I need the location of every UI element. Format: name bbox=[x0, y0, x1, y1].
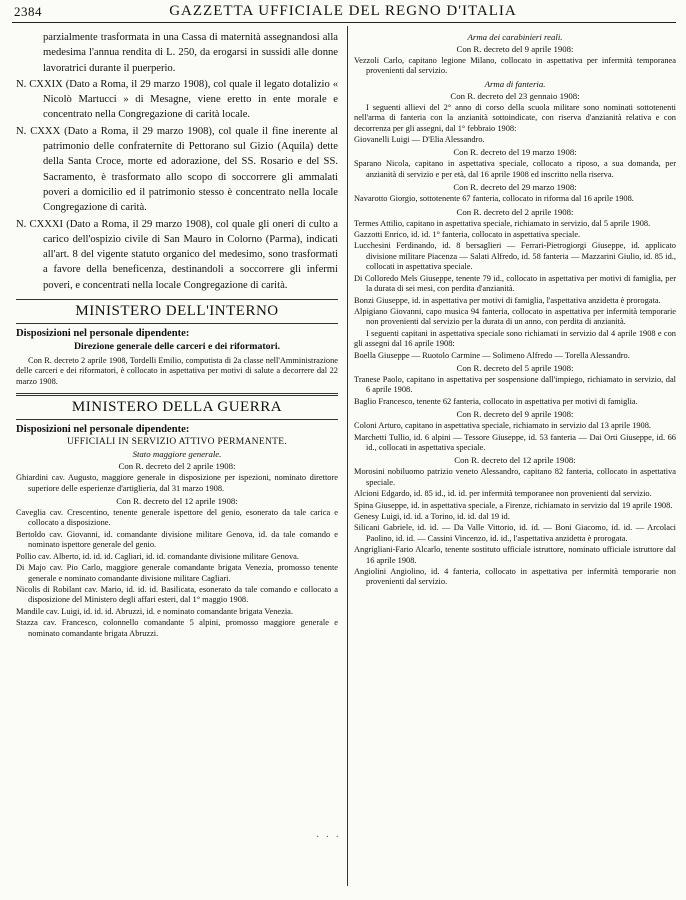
header-rule bbox=[12, 22, 676, 23]
decree-date: Con R. decreto del 2 aprile 1908: bbox=[118, 461, 236, 472]
decree-entry: Marchetti Tullio, id. 6 alpini — Tessore Giuseppe, id. 53 fanteria — Dai Orti Giuseppe, id. 66 id., collocati in aspettativa speciale. bbox=[354, 432, 676, 452]
decree-entry: Sparano Nicola, capitano in aspettativa speciale, collocato a riposo, a sua domanda, per anzianità di servizio e per età, dal 16 aprile 1908 ed inscritto nella riserva. bbox=[354, 159, 676, 179]
decree-entry: Tranese Paolo, capitano in aspettativa per sospensione dall'impiego, richiamato in servizio, dal 6 aprile 1908. bbox=[354, 374, 676, 395]
decree-entry: Angrigliani-Fario Alcarlo, tenente sostituto ufficiale istruttore, nominato ufficiale istruttore dal 16 aprile 1908. bbox=[354, 545, 676, 565]
section-heading: UFFICIALI IN SERVIZIO ATTIVO PERMANENTE. bbox=[67, 437, 287, 448]
decree-entry: Boella Giuseppe — Ruotolo Carmine — Solimeno Alfredo — Torella Alessandro. bbox=[354, 350, 630, 360]
decree-entry: Bonzi Giuseppe, id. in aspettativa per motivi di famiglia, l'aspettativa anzidetta è prorogata. bbox=[354, 295, 661, 305]
decree-date: Con R. decreto del 23 gennaio 1908: bbox=[450, 90, 580, 101]
decree-entry: Ghiardini cav. Augusto, maggiore generale in disposizione per ispezioni, nominato direttore superiore delle esperienze d'artiglieria, dal 31 marzo 1908. bbox=[16, 473, 338, 493]
decree-entry: Alcioni Edgardo, id. 85 id., id. id. per infermità temporanee non provenienti dal servizio. bbox=[354, 489, 652, 499]
decree-date: Con R. decreto del 5 aprile 1908: bbox=[456, 362, 574, 373]
decree-paragraph: N. CXXIX (Dato a Roma, il 29 marzo 1908), col quale il legato dotalizio « Nicolò Martucci » di Mesagne, viene eretto in ente morale e concentrato nella Congregazione di carità locale. bbox=[16, 78, 338, 121]
rank-heading: Arma di fanteria. bbox=[484, 78, 546, 89]
decree-entry: Nicolis di Robilant cav. Mario, id. id. id. Basilicata, esonerato da tale comando e collocato a disposizione del Ministero degli affari esteri, dal 1° maggio 1908. bbox=[16, 584, 338, 605]
decree-date: Con R. decreto del 9 aprile 1908: bbox=[456, 44, 574, 54]
ministry-guerra-heading: MINISTERO DELLA GUERRA bbox=[16, 393, 338, 420]
decree-entry: Angiolini Angiolino, id. 4 fanteria, collocato in aspettativa per infermità temporarie non provenienti dal servizio. bbox=[354, 567, 676, 587]
ministry-interno-heading: MINISTERO DELL'INTERNO bbox=[16, 299, 338, 324]
decree-entry: Vezzoli Carlo, capitano legione Milano, collocato in aspettativa per infermità temporanea provenienti dal servizio. bbox=[354, 56, 676, 76]
decree-entry: Morosini nobiluomo patrizio veneto Alessandro, capitano 82 fanteria, collocato in aspettativa speciale. bbox=[354, 467, 676, 487]
decree-entry: Pollio cav. Alberto, id. id. id. Cagliari, id. id. comandante divisione militare Genova. bbox=[16, 551, 299, 561]
decree-entry: Mandile cav. Luigi, id. id. id. Abruzzi, id. e nominato comandante brigata Venezia. bbox=[16, 606, 293, 616]
rank-heading: Stato maggiore generale. bbox=[132, 449, 222, 460]
decree-date: Con R. decreto del 19 marzo 1908: bbox=[453, 147, 577, 158]
decree-date: Con R. decreto del 9 aprile 1908: bbox=[456, 409, 574, 420]
decree-date: Con R. decreto del 12 aprile 1908: bbox=[116, 496, 238, 507]
gazette-title: GAZZETTA UFFICIALE DEL REGNO D'ITALIA bbox=[169, 3, 517, 19]
personnel-subhead: Disposizioni nel personale dipendente: bbox=[16, 328, 190, 340]
column-divider bbox=[347, 26, 348, 886]
decree-entry: Giovanelli Luigi — D'Elia Alessandro. bbox=[354, 135, 485, 145]
decree-entry: Lucchesini Ferdinando, id. 8 bersaglieri — Ferrari-Pietrogiorgi Giuseppe, id. applicato divisione militare Piacenza — Salati Alfredo, id. 58 fanteria — Mazzarini Giulio, id. 85 id., collocati in aspettativa speciale. bbox=[354, 241, 676, 272]
decree-paragraph: parzialmente trasformata in una Cassa di maternità assegnandosi alla medesima l'annua rendita di L. 250, da erogarsi in sussidi alle donne lavoratrici durante il puerperio. bbox=[43, 32, 338, 74]
decree-entry: Genesy Luigi, id. id. a Torino, id. id. dal 19 id. bbox=[354, 512, 510, 521]
decree-entry: Silicani Gabriele, id. id. — Da Valle Vittorio, id. id. — Boni Giacomo, id. id. — Arcolaci Paolino, id. id. — Cassini Vincenzo, id. id., l'aspettativa anzidetta è prorogata. bbox=[354, 523, 676, 543]
rank-heading: Arma dei carabinieri reali. bbox=[467, 32, 563, 42]
right-column bbox=[354, 30, 676, 589]
decree-entry: Navarotto Giorgio, sottotenente 67 fanteria, collocato in riforma dal 16 aprile 1908. bbox=[354, 194, 634, 204]
personnel-subhead: Disposizioni nel personale dipendente: bbox=[16, 424, 190, 436]
decree-entry: Di Colloredo Mels Giuseppe, tenente 79 id., collocato in aspettativa per motivi di famiglia, per la durata di sei mesi, con perdita d'anzianità. bbox=[354, 273, 676, 294]
decree-paragraph: N. CXXX (Dato a Roma, il 29 marzo 1908), col quale il fine inerente al patrimonio delle confraternite di Pettorano sul Gizio (Aquila) dette della Santa Croce, morte ed adorazione, del SS. Rosario e del SS. Sacramento, è trasformato allo scopo di soccorrere gli ammalati poveri a domicilio ed il patrimonio stesso è concentrato nella locale Congregazione di carità. bbox=[16, 125, 338, 214]
decree-entry: Baglio Francesco, tenente 62 fanteria, collocato in aspettativa per motivi di famiglia. bbox=[354, 396, 638, 406]
decree-entry: Stazza cav. Francesco, colonnello comandante 5 alpini, promosso maggiore generale e nominato comandante brigata Abruzzi. bbox=[16, 618, 338, 638]
decree-entry: Con R. decreto 2 aprile 1908, Tordelli Emilio, computista di 2a classe nell'Amministrazione delle carceri e dei riformatori, è collocato in aspettativa per motivi di salute a decorrere dal 22 marzo 1908. bbox=[16, 356, 338, 386]
page-number: 2384 bbox=[14, 4, 42, 19]
decree-entry: Spina Giuseppe, id. in aspettativa speciale, a Firenze, richiamato in servizio dal 19 aprile 1908. bbox=[354, 500, 673, 510]
decree-entry: Coloni Arturo, capitano in aspettativa speciale, richiamato in servizio dal 13 aprile 1908. bbox=[354, 421, 651, 431]
decree-entry: I seguenti allievi del 2° anno di corso della scuola militare sono nominati sottotenenti nell'arma di fanteria con la anzianità sottoindicate, con riserva d'anzianità relativa e con decorrenza per gli assegni, dal 1° febbraio 1908: bbox=[354, 102, 676, 133]
left-column bbox=[16, 30, 338, 640]
decree-entry: Caveglia cav. Crescentino, tenente generale ispettore del genio, esonerato da tale carica e collocato a disposizione. bbox=[16, 508, 338, 528]
decree-entry: Bertoldo cav. Giovanni, id. comandante divisione militare Genova, id. da tale comando e nominato ispettore generale del genio. bbox=[16, 529, 338, 550]
decree-date: Con R. decreto del 2 aprile 1908: bbox=[456, 206, 574, 217]
decree-entry: Termes Attilio, capitano in aspettativa speciale, richiamato in servizio, dal 5 aprile 1908. bbox=[354, 218, 651, 228]
page-header bbox=[0, 0, 686, 24]
decree-entry: Gazzotti Enrico, id. id. 1° fanteria, collocato in aspettativa speciale. bbox=[354, 230, 581, 240]
decree-entry: Alpigiano Giovanni, capo musica 94 fanteria, collocato in aspettativa per infermità temporarie non provenienti dal servizio per la durata di un anno, con perdita di anzianità. bbox=[354, 306, 676, 327]
direction-heading: Direzione generale delle carceri e dei riformatori. bbox=[73, 341, 281, 353]
decree-date: Con R. decreto del 29 marzo 1908: bbox=[453, 182, 577, 193]
decree-entry: I seguenti capitani in aspettativa speciale sono richiamati in servizio dal 4 aprile 1908 e con gli assegni dal 16 aprile 1908: bbox=[354, 328, 676, 349]
ornament: · · · bbox=[316, 832, 341, 843]
decree-paragraph: N. CXXXI (Dato a Roma, il 29 marzo 1908), col quale gli oneri di culto a carico dell'ospizio civile di San Mauro in Colorno (Parma), indicati all'art. 8 del vigente statuto organico del medesimo, sono trasformati a favore della beneficenza, destinandoli a soccorrere gli infermi poveri, e concentrati nella locale Congregazione di carità. bbox=[16, 218, 338, 291]
decree-date: Con R. decreto del 12 aprile 1908: bbox=[454, 455, 576, 466]
decree-entry: Di Majo cav. Pio Carlo, maggiore generale comandante brigata Venezia, promosso tenente generale e nominato comandante divisione militare Cagliari. bbox=[16, 563, 338, 583]
